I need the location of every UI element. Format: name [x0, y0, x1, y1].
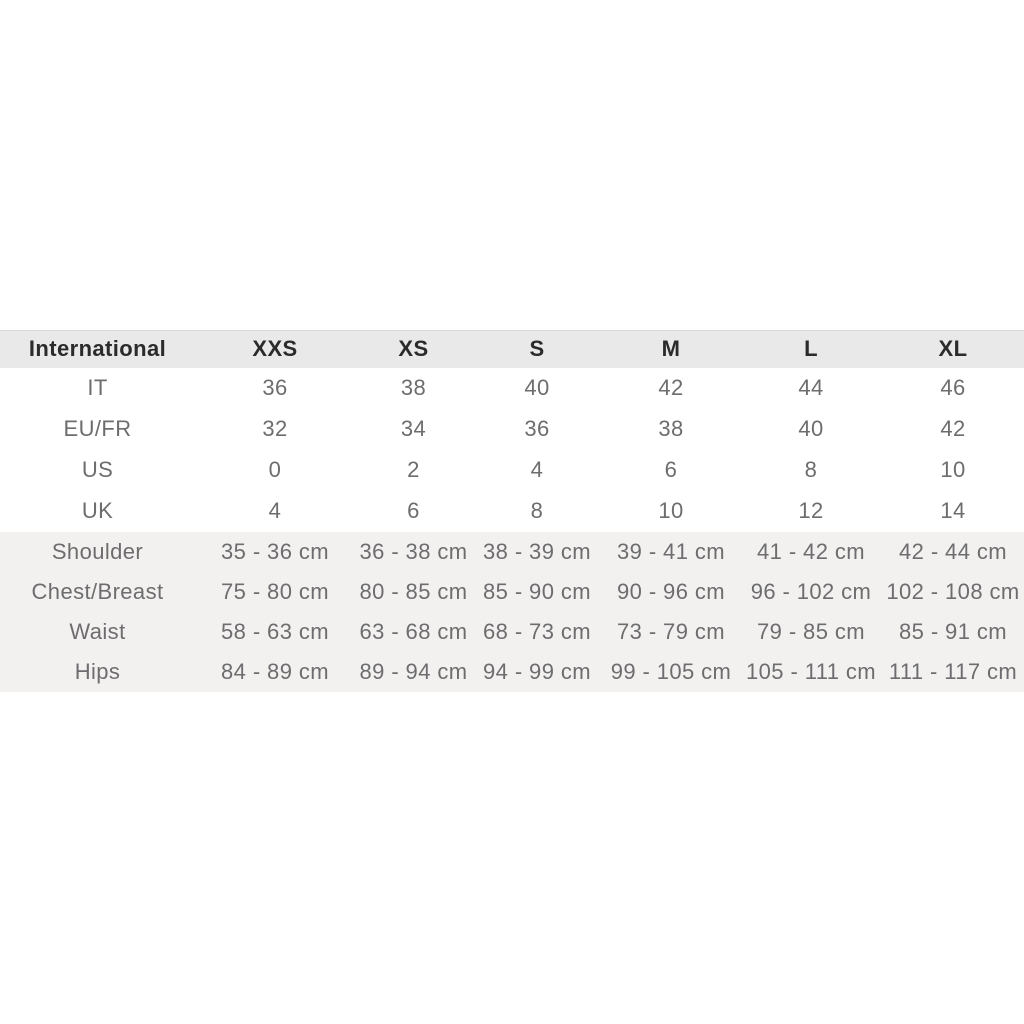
- table-row-chest-breast: [0, 572, 1024, 612]
- row-label-uk: UK: [81, 498, 114, 523]
- header-row: [0, 331, 1024, 368]
- cell-hips-l: 105 - 111 cm: [746, 658, 876, 684]
- cell-uk-l: 12: [798, 498, 824, 523]
- cell-waist-xxs: 58 - 63 cm: [221, 618, 329, 644]
- cell-chest-s: 85 - 90 cm: [483, 578, 591, 604]
- cell-eufr-xs: 34: [400, 416, 427, 441]
- cell-hips-s: 94 - 99 cm: [483, 658, 591, 684]
- column-header-xs: XS: [355, 331, 472, 368]
- cell-shoulder-xl: 42 - 44 cm: [899, 538, 1007, 564]
- column-header-xl: XL: [882, 331, 1024, 368]
- size-conversion-section: [0, 368, 1024, 532]
- cell-waist-s: 68 - 73 cm: [483, 618, 591, 644]
- table-row-hips: [0, 652, 1024, 692]
- cell-us-xs: 2: [407, 457, 420, 482]
- cell-chest-xl: 102 - 108 cm: [886, 578, 1020, 604]
- cell-uk-xl: 14: [940, 498, 966, 523]
- cell-chest-m: 90 - 96 cm: [617, 578, 725, 604]
- cell-eufr-xxs: 32: [262, 416, 288, 441]
- table-row-eu-fr: [0, 409, 1024, 450]
- cell-shoulder-m: 39 - 41 cm: [617, 538, 725, 564]
- cell-eufr-l: 40: [798, 416, 824, 441]
- cell-us-l: 8: [804, 457, 818, 482]
- cell-eufr-m: 38: [658, 416, 684, 441]
- table-row-us: [0, 450, 1024, 491]
- column-header-l: L: [740, 331, 882, 368]
- row-label-us: US: [81, 457, 114, 482]
- cell-us-m: 6: [664, 457, 678, 482]
- cell-uk-m: 10: [658, 498, 684, 523]
- cell-uk-s: 8: [530, 498, 544, 523]
- cell-hips-m: 99 - 105 cm: [610, 658, 732, 684]
- cell-chest-l: 96 - 102 cm: [750, 578, 872, 604]
- cell-shoulder-xs: 36 - 38 cm: [359, 538, 468, 564]
- cell-waist-m: 73 - 79 cm: [617, 618, 725, 644]
- cell-waist-l: 79 - 85 cm: [757, 618, 865, 644]
- column-header-m: M: [602, 331, 740, 368]
- cell-us-xxs: 0: [268, 457, 282, 482]
- row-label-it: IT: [87, 375, 108, 400]
- cell-us-s: 4: [530, 457, 544, 482]
- cell-waist-xl: 85 - 91 cm: [899, 618, 1007, 644]
- table-row-waist: [0, 612, 1024, 652]
- table-row-it: [0, 368, 1024, 409]
- body-measurements-section: [0, 532, 1024, 692]
- cell-us-xl: 10: [940, 457, 966, 482]
- cell-shoulder-xxs: 35 - 36 cm: [221, 538, 329, 564]
- cell-it-s: 40: [524, 375, 550, 400]
- row-label-hips: Hips: [74, 658, 121, 684]
- cell-it-l: 44: [798, 375, 824, 400]
- column-header-s: S: [472, 331, 602, 368]
- cell-it-xs: 38: [400, 375, 427, 400]
- row-label-waist: Waist: [69, 618, 126, 644]
- table-row-uk: [0, 491, 1024, 532]
- column-header-xxs: XXS: [195, 331, 355, 368]
- cell-chest-xxs: 75 - 80 cm: [221, 578, 329, 604]
- cell-chest-xs: 80 - 85 cm: [359, 578, 468, 604]
- cell-uk-xxs: 4: [268, 498, 282, 523]
- table-row-shoulder: [0, 532, 1024, 572]
- cell-it-xxs: 36: [262, 375, 288, 400]
- size-chart-table: [0, 330, 1024, 692]
- cell-it-m: 42: [658, 375, 684, 400]
- cell-it-xl: 46: [940, 375, 966, 400]
- cell-waist-xs: 63 - 68 cm: [359, 618, 468, 644]
- row-label-chest-breast: Chest/Breast: [31, 578, 164, 604]
- row-label-shoulder: Shoulder: [51, 538, 144, 564]
- row-label-eu-fr: EU/FR: [63, 416, 132, 441]
- cell-shoulder-l: 41 - 42 cm: [757, 538, 865, 564]
- cell-eufr-s: 36: [524, 416, 550, 441]
- cell-hips-xs: 89 - 94 cm: [359, 658, 468, 684]
- column-header-international: International: [0, 331, 195, 368]
- cell-hips-xl: 111 - 117 cm: [888, 658, 1018, 684]
- cell-shoulder-s: 38 - 39 cm: [483, 538, 591, 564]
- cell-uk-xs: 6: [407, 498, 420, 523]
- cell-eufr-xl: 42: [940, 416, 966, 441]
- cell-hips-xxs: 84 - 89 cm: [221, 658, 329, 684]
